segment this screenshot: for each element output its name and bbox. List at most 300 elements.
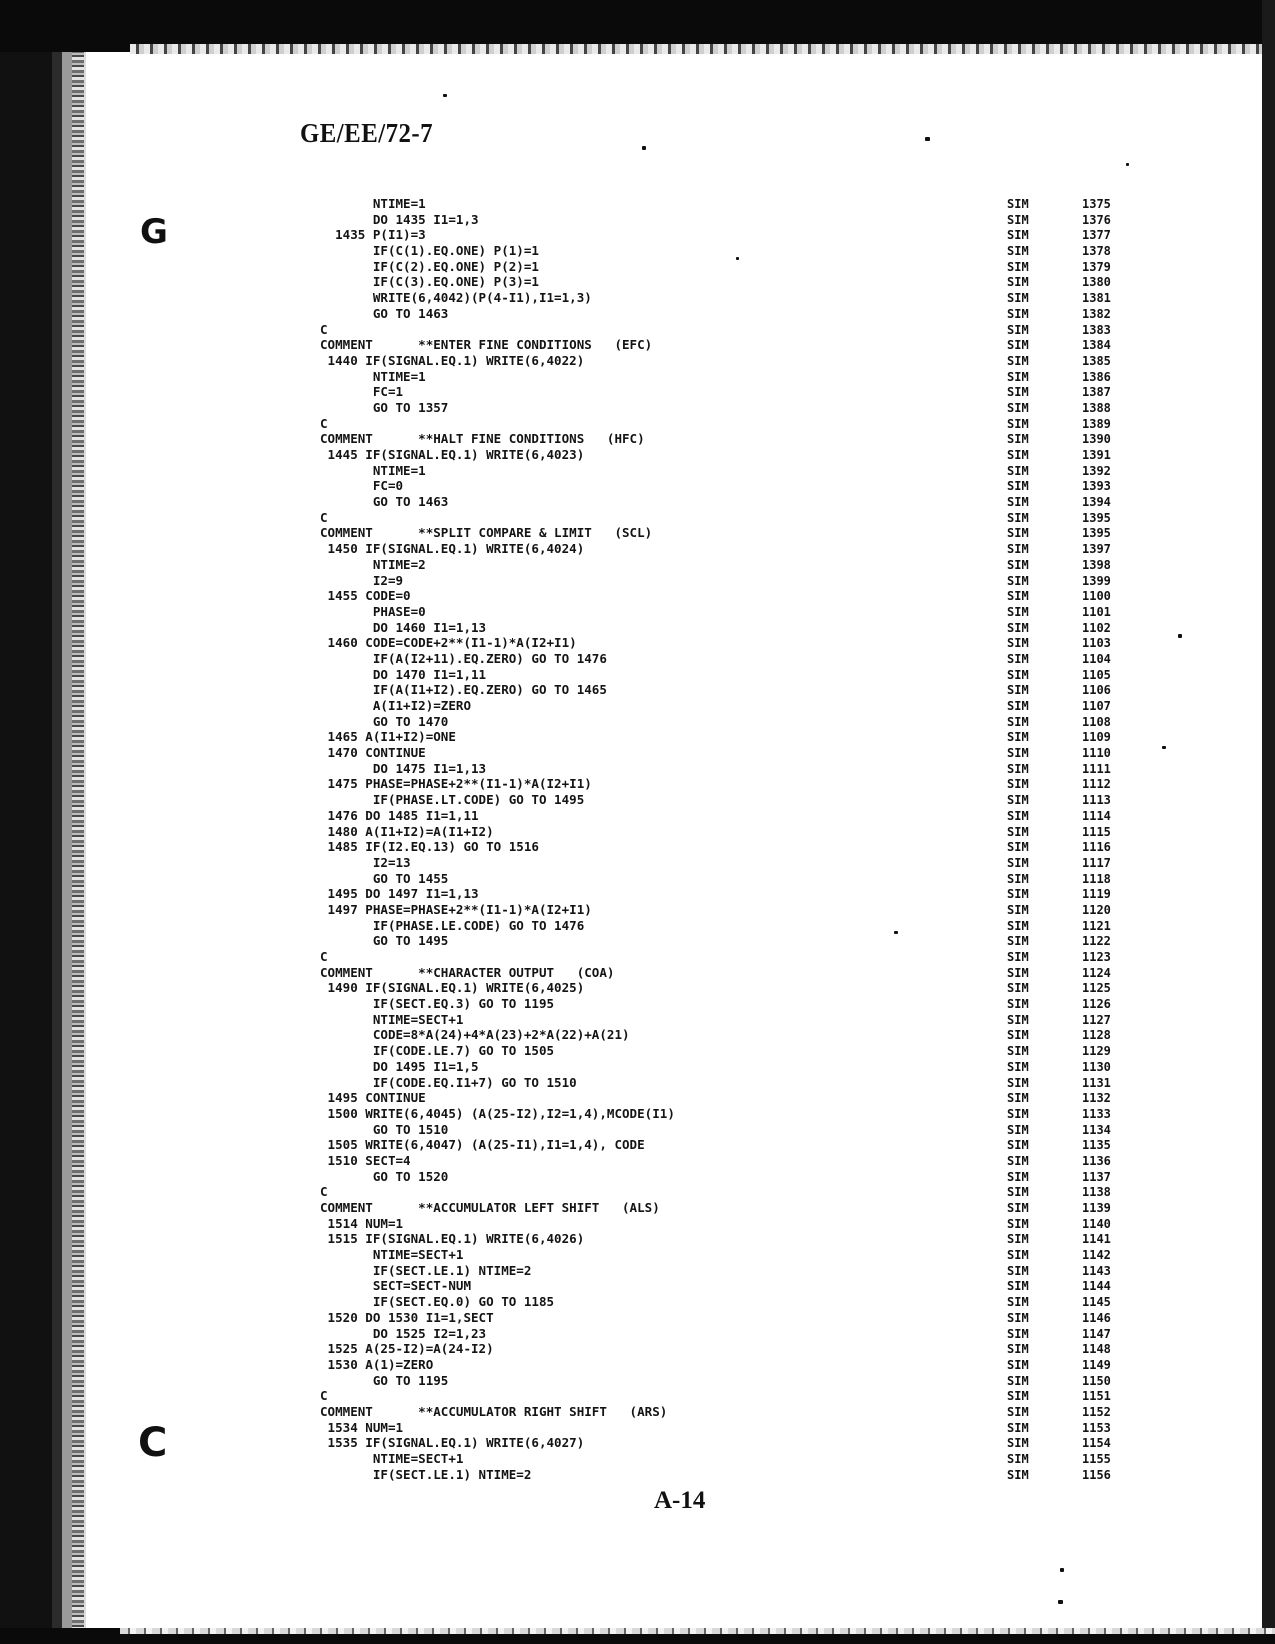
sequence-id: SIM [1007,228,1029,243]
listing-line [320,840,1220,856]
sequence-id: SIM [1007,651,1029,666]
sequence-id: SIM [1007,777,1029,792]
sequence-id: SIM [1007,1467,1029,1482]
listing-code: 1490 IF(SIGNAL.EQ.1) WRITE(6,4025) [320,981,585,997]
sequence-number: 1383 [1082,322,1111,337]
sequence-id: SIM [1007,306,1029,321]
listing-line [320,1358,1220,1374]
listing-line [320,401,1220,417]
sequence-number: 1148 [1082,1342,1111,1357]
sequence-number: 1108 [1082,714,1111,729]
sequence-number: 1126 [1082,997,1111,1012]
sequence-id: SIM [1007,981,1029,996]
listing-line [320,793,1220,809]
listing-line [320,762,1220,778]
scan-speck [1126,163,1129,166]
sequence-id: SIM [1007,871,1029,886]
listing-code: COMMENT **ACCUMULATOR LEFT SHIFT (ALS) [320,1201,660,1216]
listing-code: NTIME=1 [320,369,426,385]
listing-code: IF(A(I2+11).EQ.ZERO) GO TO 1476 [320,651,607,667]
listing-line [320,1405,1220,1421]
listing-line [320,1279,1220,1295]
sequence-number: 1399 [1082,573,1111,588]
sequence-number: 1393 [1082,479,1111,494]
page-number: A-14 [654,1487,706,1514]
listing-code: 1445 IF(SIGNAL.EQ.1) WRITE(6,4023) [320,448,585,463]
sequence-number: 1397 [1082,542,1111,557]
sequence-id: SIM [1007,212,1029,227]
listing-line [320,1436,1220,1452]
sequence-number: 1102 [1082,620,1111,635]
listing-code: COMMENT **SPLIT COMPARE & LIMIT (SCL) [320,526,653,542]
listing-code: DO 1525 I2=1,23 [320,1326,487,1342]
listing-code: DO 1475 I1=1,13 [320,761,487,777]
listing-code: 1485 IF(I2.EQ.13) GO TO 1516 [320,840,539,856]
sequence-id: SIM [1007,1452,1029,1466]
sequence-number: 1119 [1082,887,1111,902]
listing-line [320,715,1220,731]
sequence-id: SIM [1007,1436,1029,1451]
listing-code: 1455 CODE=0 [320,589,411,605]
sequence-id: SIM [1007,1059,1029,1074]
listing-code: IF(SECT.EQ.3) GO TO 1195 [320,997,555,1013]
scan-speck [1162,746,1166,749]
listing-code: 1465 A(I1+I2)=ONE [320,730,456,746]
listing-code: 1510 SECT=4 [320,1153,411,1169]
sequence-id: SIM [1007,589,1029,604]
sequence-id: SIM [1007,1295,1029,1310]
listing-code: GO TO 1520 [320,1169,449,1185]
listing-code: 1500 WRITE(6,4045) (A(25-I2),I2=1,4),MCODE(I1) [320,1106,675,1122]
sequence-id: SIM [1007,1310,1029,1325]
sequence-number: 1375 [1082,197,1111,211]
listing-line [320,903,1220,919]
listing-line [320,574,1220,590]
listing-code: 1450 IF(SIGNAL.EQ.1) WRITE(6,4024) [320,542,585,558]
listing-code: 1480 A(I1+I2)=A(I1+I2) [320,824,494,840]
sequence-id: SIM [1007,1342,1029,1357]
listing-code: 1460 CODE=CODE+2**(I1-1)*A(I2+I1) [320,636,577,652]
listing-line [320,260,1220,276]
listing-code: DO 1495 I1=1,5 [320,1059,479,1075]
sequence-number: 1125 [1082,981,1111,996]
sequence-id: SIM [1007,950,1029,964]
listing-code: GO TO 1357 [320,400,449,416]
listing-code: A(I1+I2)=ZERO [320,699,472,714]
listing-line [320,526,1220,542]
sequence-number: 1133 [1082,1106,1111,1121]
listing-code: GO TO 1463 [320,495,449,511]
sequence-id: SIM [1007,918,1029,933]
listing-code: NTIME=SECT+1 [320,1248,464,1264]
listing-line [320,746,1220,762]
scan-speck [1178,634,1182,638]
listing-line [320,699,1220,715]
listing-line [320,730,1220,746]
sequence-number: 1109 [1082,730,1111,745]
sequence-id: SIM [1007,840,1029,855]
sequence-number: 1100 [1082,589,1111,604]
sequence-number: 1153 [1082,1420,1111,1435]
sequence-id: SIM [1007,338,1029,353]
sequence-id: SIM [1007,902,1029,917]
listing-code: IF(A(I1+I2).EQ.ZERO) GO TO 1465 [320,683,607,699]
listing-line [320,291,1220,307]
sequence-number: 1145 [1082,1295,1111,1310]
sequence-number: 1387 [1082,385,1111,400]
sequence-number: 1124 [1082,965,1111,980]
scan-speck [736,257,739,260]
listing-code: FC=0 [320,479,404,495]
sequence-id: SIM [1007,1122,1029,1137]
listing-code: IF(CODE.LE.7) GO TO 1505 [320,1044,555,1060]
listing-code: GO TO 1463 [320,306,449,322]
listing-code: GO TO 1495 [320,934,449,950]
sequence-number: 1112 [1082,777,1111,792]
sequence-id: SIM [1007,699,1029,713]
listing-line [320,385,1220,401]
sequence-id: SIM [1007,636,1029,651]
scan-top-border [0,0,1275,52]
scan-right-edge [1262,0,1275,1644]
listing-line [320,652,1220,668]
sequence-number: 1137 [1082,1169,1111,1184]
sequence-id: SIM [1007,1357,1029,1372]
sequence-id: SIM [1007,448,1029,462]
sequence-number: 1146 [1082,1310,1111,1325]
sequence-number: 1104 [1082,651,1111,666]
listing-code: 1520 DO 1530 I1=1,SECT [320,1310,494,1326]
listing-line [320,417,1220,433]
sequence-number: 1152 [1082,1404,1111,1419]
sequence-id: SIM [1007,1263,1029,1278]
listing-line [320,1217,1220,1233]
sequence-id: SIM [1007,855,1029,870]
sequence-id: SIM [1007,463,1029,478]
listing-line [320,1201,1220,1217]
listing-code: 1440 IF(SIGNAL.EQ.1) WRITE(6,4022) [320,353,585,369]
sequence-number: 1379 [1082,259,1111,274]
listing-code: NTIME=2 [320,557,426,573]
sequence-number: 1117 [1082,855,1111,870]
sequence-number: 1134 [1082,1122,1111,1137]
sequence-id: SIM [1007,510,1029,525]
sequence-number: 1376 [1082,212,1111,227]
listing-line [320,323,1220,339]
listing-line [320,809,1220,825]
listing-code: COMMENT **ENTER FINE CONDITIONS (EFC) [320,338,653,354]
listing-code: NTIME=SECT+1 [320,1452,464,1467]
sequence-number: 1136 [1082,1153,1111,1168]
sequence-id: SIM [1007,259,1029,274]
sequence-number: 1144 [1082,1279,1111,1294]
listing-code: WRITE(6,4042)(P(4-I1),I1=1,3) [320,291,592,307]
scan-speck [642,146,646,150]
listing-code: IF(CODE.EQ.I1+7) GO TO 1510 [320,1075,577,1091]
listing-code: 1515 IF(SIGNAL.EQ.1) WRITE(6,4026) [320,1232,585,1248]
listing-code: C [320,1185,328,1201]
sequence-number: 1377 [1082,228,1111,243]
sequence-id: SIM [1007,667,1029,682]
listing-line [320,621,1220,637]
listing-line [320,1468,1220,1484]
sequence-number: 1378 [1082,244,1111,259]
scan-left-border [0,0,128,1644]
sequence-number: 1141 [1082,1232,1111,1247]
sequence-number: 1384 [1082,338,1111,353]
sequence-id: SIM [1007,934,1029,949]
listing-line [320,307,1220,323]
listing-line [320,1060,1220,1076]
listing-line [320,213,1220,229]
sequence-number: 1156 [1082,1467,1111,1482]
sequence-id: SIM [1007,1075,1029,1090]
sequence-number: 1380 [1082,275,1111,290]
listing-line [320,1044,1220,1060]
sequence-number: 1154 [1082,1436,1111,1451]
sequence-id: SIM [1007,965,1029,980]
sequence-id: SIM [1007,573,1029,588]
sequence-id: SIM [1007,746,1029,761]
listing-code: I2=9 [320,573,404,589]
listing-code: 1497 PHASE=PHASE+2**(I1-1)*A(I2+I1) [320,902,592,918]
sequence-id: SIM [1007,1012,1029,1027]
listing-code: GO TO 1510 [320,1122,449,1138]
listing-line [320,1374,1220,1390]
listing-line [320,1295,1220,1311]
listing-line [320,1342,1220,1358]
listing-code: C [320,510,328,526]
sequence-id: SIM [1007,1091,1029,1106]
sequence-id: SIM [1007,400,1029,415]
sequence-id: SIM [1007,1028,1029,1043]
sequence-number: 1105 [1082,667,1111,682]
sequence-id: SIM [1007,291,1029,306]
sequence-id: SIM [1007,432,1029,447]
listing-code: COMMENT **ACCUMULATOR RIGHT SHIFT (ARS) [320,1404,668,1420]
sequence-number: 1138 [1082,1185,1111,1200]
sequence-number: 1392 [1082,463,1111,478]
listing-code: GO TO 1470 [320,714,449,730]
listing-line [320,1232,1220,1248]
sequence-id: SIM [1007,683,1029,698]
listing-code: IF(C(1).EQ.ONE) P(1)=1 [320,244,539,260]
sequence-number: 1388 [1082,400,1111,415]
listing-line [320,1013,1220,1029]
sequence-id: SIM [1007,1279,1029,1294]
listing-code: NTIME=1 [320,197,426,212]
listing-code: IF(C(2).EQ.ONE) P(2)=1 [320,259,539,275]
listing-line [320,511,1220,527]
sequence-number: 1114 [1082,808,1111,823]
listing-line [320,558,1220,574]
sequence-id: SIM [1007,824,1029,839]
listing-line [320,542,1220,558]
listing-line [320,495,1220,511]
sequence-id: SIM [1007,1326,1029,1341]
sequence-id: SIM [1007,557,1029,572]
listing-code: IF(C(3).EQ.ONE) P(3)=1 [320,275,539,291]
sequence-id: SIM [1007,385,1029,400]
listing-code: 1495 CONTINUE [320,1091,426,1107]
listing-line [320,1327,1220,1343]
sequence-number: 1386 [1082,369,1111,384]
listing-line [320,228,1220,244]
listing-code: NTIME=1 [320,463,426,479]
scan-speck [1060,1568,1064,1572]
listing-code: 1495 DO 1497 I1=1,13 [320,887,479,903]
sequence-number: 1106 [1082,683,1111,698]
sequence-number: 1132 [1082,1091,1111,1106]
listing-line [320,464,1220,480]
sequence-number: 1143 [1082,1263,1111,1278]
sequence-id: SIM [1007,1169,1029,1184]
listing-line [320,275,1220,291]
listing-code: 1535 IF(SIGNAL.EQ.1) WRITE(6,4027) [320,1436,585,1452]
sequence-number: 1121 [1082,918,1111,933]
sequence-id: SIM [1007,1404,1029,1419]
sequence-id: SIM [1007,997,1029,1012]
listing-line [320,1248,1220,1264]
sequence-id: SIM [1007,1044,1029,1059]
listing-line [320,668,1220,684]
sequence-id: SIM [1007,808,1029,823]
sequence-id: SIM [1007,495,1029,510]
listing-line [320,589,1220,605]
sequence-number: 1118 [1082,871,1111,886]
sequence-id: SIM [1007,1153,1029,1168]
sequence-id: SIM [1007,369,1029,384]
listing-code: IF(SECT.LE.1) NTIME=2 [320,1263,532,1279]
listing-code: COMMENT **HALT FINE CONDITIONS (HFC) [320,432,645,448]
sequence-id: SIM [1007,1373,1029,1388]
listing-line [320,950,1220,966]
sequence-number: 1395 [1082,510,1111,525]
listing-line [320,981,1220,997]
scan-speck [1058,1600,1063,1604]
listing-code: 1530 A(1)=ZERO [320,1357,434,1373]
sequence-number: 1147 [1082,1326,1111,1341]
listing-line [320,432,1220,448]
scan-speck [925,137,930,141]
sequence-number: 1127 [1082,1012,1111,1027]
listing-line [320,1421,1220,1437]
sequence-id: SIM [1007,761,1029,776]
sequence-number: 1155 [1082,1452,1111,1466]
sequence-number: 1111 [1082,761,1111,776]
listing-code: 1514 NUM=1 [320,1216,404,1232]
listing-code: C [320,322,328,338]
sequence-number: 1391 [1082,448,1111,462]
listing-line [320,448,1220,464]
sequence-number: 1122 [1082,934,1111,949]
sequence-number: 1390 [1082,432,1111,447]
listing-code: DO 1435 I1=1,3 [320,212,479,228]
sequence-number: 1149 [1082,1357,1111,1372]
listing-line [320,354,1220,370]
sequence-id: SIM [1007,197,1029,211]
sequence-id: SIM [1007,620,1029,635]
sequence-number: 1107 [1082,699,1111,713]
scan-speck [443,94,447,97]
listing-code: C [320,1389,328,1405]
listing-code: C [320,950,328,965]
scan-bottom-border [0,1628,1275,1644]
listing-line [320,605,1220,621]
sequence-number: 1381 [1082,291,1111,306]
listing-code: NTIME=SECT+1 [320,1012,464,1028]
sequence-id: SIM [1007,1185,1029,1200]
listing-code: GO TO 1455 [320,871,449,887]
sequence-number: 1389 [1082,416,1111,431]
listing-line [320,1264,1220,1280]
sequence-number: 1123 [1082,950,1111,964]
sequence-id: SIM [1007,1138,1029,1153]
sequence-id: SIM [1007,887,1029,902]
listing-line [320,966,1220,982]
listing-code: 1470 CONTINUE [320,746,426,762]
sequence-id: SIM [1007,353,1029,368]
listing-code: GO TO 1195 [320,1373,449,1389]
listing-line [320,1107,1220,1123]
listing-code: IF(PHASE.LT.CODE) GO TO 1495 [320,793,585,809]
listing-line [320,1091,1220,1107]
sequence-id: SIM [1007,479,1029,494]
listing-line [320,479,1220,495]
sequence-id: SIM [1007,416,1029,431]
listing-line [320,856,1220,872]
listing-code: CODE=8*A(24)+4*A(23)+2*A(22)+A(21) [320,1028,630,1044]
sequence-number: 1128 [1082,1028,1111,1043]
sequence-id: SIM [1007,1106,1029,1121]
listing-line [320,1028,1220,1044]
listing-line [320,636,1220,652]
sequence-id: SIM [1007,275,1029,290]
listing-line [320,1389,1220,1405]
listing-line [320,872,1220,888]
margin-mark-bottom: C [138,1420,168,1466]
listing-line [320,1185,1220,1201]
sequence-id: SIM [1007,1201,1029,1215]
sequence-number: 1115 [1082,824,1111,839]
sequence-number: 1382 [1082,306,1111,321]
sequence-number: 1140 [1082,1216,1111,1231]
sequence-number: 1120 [1082,902,1111,917]
listing-code: IF(PHASE.LE.CODE) GO TO 1476 [320,918,585,934]
sequence-number: 1394 [1082,495,1111,510]
sequence-number: 1150 [1082,1373,1111,1388]
sequence-number: 1398 [1082,557,1111,572]
listing-line [320,887,1220,903]
sequence-id: SIM [1007,526,1029,541]
listing-code: IF(SECT.LE.1) NTIME=2 [320,1467,532,1483]
listing-line [320,1138,1220,1154]
sequence-number: 1110 [1082,746,1111,761]
sequence-number: 1129 [1082,1044,1111,1059]
sequence-number: 1135 [1082,1138,1111,1153]
listing-line [320,1170,1220,1186]
listing-code: DO 1470 I1=1,11 [320,667,487,683]
listing-line [320,338,1220,354]
listing-code: COMMENT **CHARACTER OUTPUT (COA) [320,965,615,981]
listing-line [320,919,1220,935]
scan-speck [894,931,898,934]
listing-code: 1435 P(I1)=3 [320,228,426,244]
listing-code: 1525 A(25-I2)=A(24-I2) [320,1342,494,1358]
sequence-number: 1113 [1082,793,1111,808]
listing-code: 1476 DO 1485 I1=1,11 [320,808,479,824]
listing-line [320,997,1220,1013]
